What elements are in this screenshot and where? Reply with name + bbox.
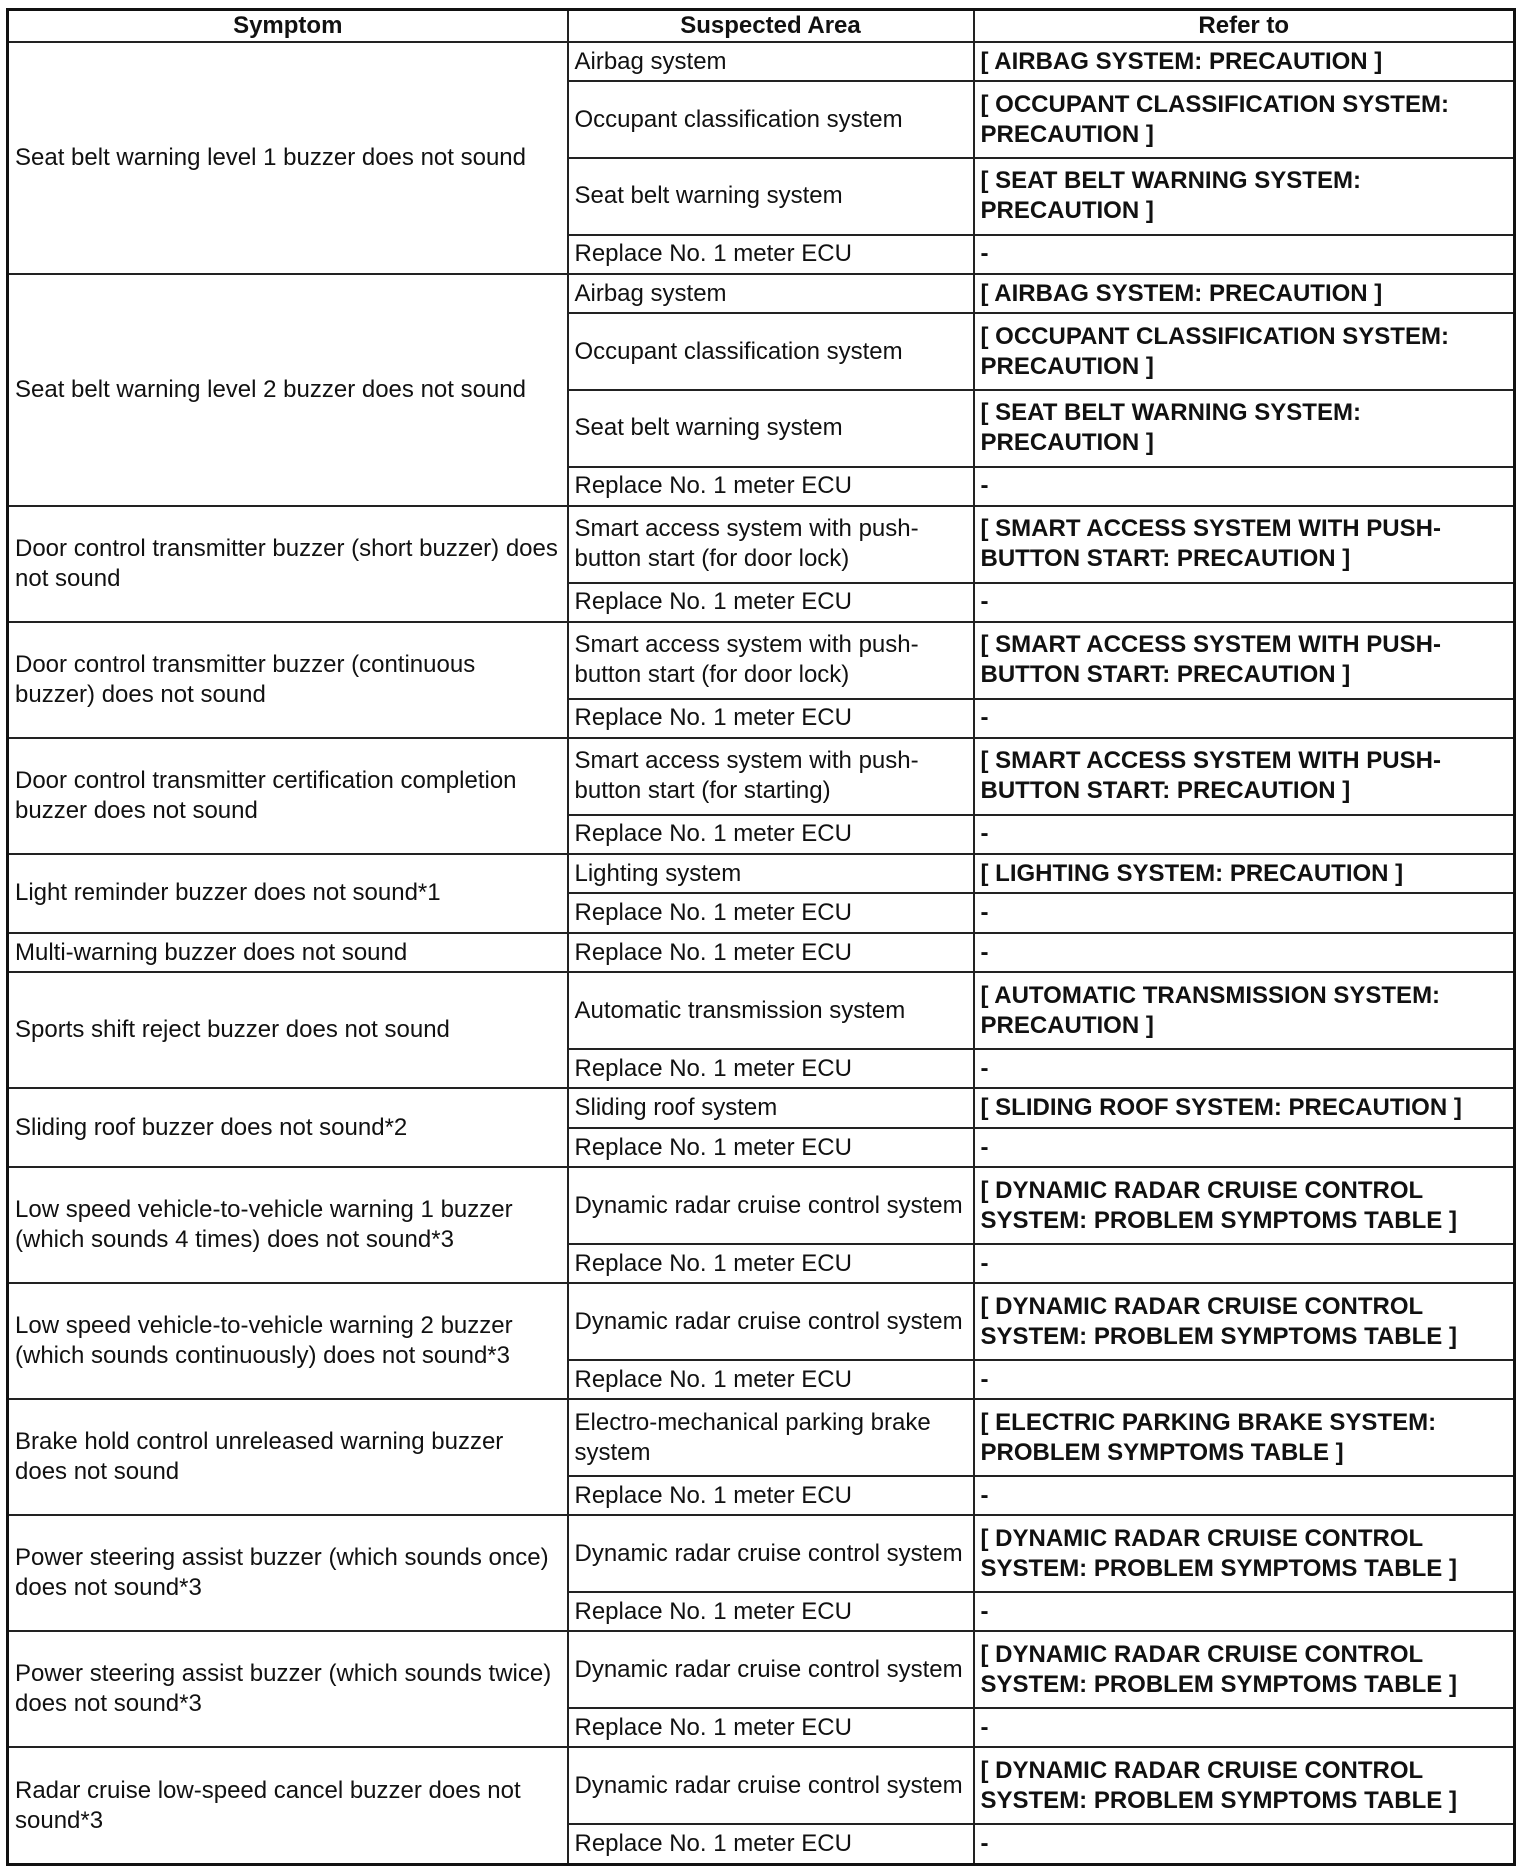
table-row	[8, 972, 1515, 1049]
refer-to-cell: [ DYNAMIC RADAR CRUISE CONTROL SYSTEM: PROBLEM SYMPTOMS TABLE ]	[974, 1283, 1515, 1360]
refer-to-cell: [ OCCUPANT CLASSIFICATION SYSTEM: PRECAUTION ]	[974, 313, 1515, 390]
refer-to-cell: [ DYNAMIC RADAR CRUISE CONTROL SYSTEM: PROBLEM SYMPTOMS TABLE ]	[974, 1167, 1515, 1244]
problem-symptoms-table	[6, 8, 1516, 1866]
suspected-area-cell: Replace No. 1 meter ECU	[568, 893, 974, 932]
refer-to-cell: -	[974, 699, 1515, 738]
refer-to-cell: [ AIRBAG SYSTEM: PRECAUTION ]	[974, 42, 1515, 81]
table-row	[8, 1167, 1515, 1244]
symptom-cell: Sliding roof buzzer does not sound*2	[8, 1088, 568, 1167]
refer-to-cell: -	[974, 1049, 1515, 1088]
suspected-area-cell: Replace No. 1 meter ECU	[568, 933, 974, 972]
symptom-cell: Low speed vehicle-to-vehicle warning 2 buzzer (which sounds continuously) does not sound*3	[8, 1283, 568, 1399]
refer-to-cell: -	[974, 1128, 1515, 1167]
refer-to-cell: -	[974, 1360, 1515, 1399]
suspected-area-cell: Replace No. 1 meter ECU	[568, 1592, 974, 1631]
refer-to-cell: -	[974, 1824, 1515, 1865]
suspected-area-cell: Replace No. 1 meter ECU	[568, 467, 974, 506]
refer-to-cell: [ OCCUPANT CLASSIFICATION SYSTEM: PRECAUTION ]	[974, 81, 1515, 158]
suspected-area-cell: Replace No. 1 meter ECU	[568, 1049, 974, 1088]
suspected-area-cell: Airbag system	[568, 42, 974, 81]
refer-to-cell: [ AIRBAG SYSTEM: PRECAUTION ]	[974, 274, 1515, 313]
refer-to-cell: -	[974, 235, 1515, 274]
suspected-area-cell: Replace No. 1 meter ECU	[568, 235, 974, 274]
table-row	[8, 42, 1515, 81]
suspected-area-cell: Occupant classification system	[568, 81, 974, 158]
refer-to-cell: [ ELECTRIC PARKING BRAKE SYSTEM: PROBLEM SYMPTOMS TABLE ]	[974, 1399, 1515, 1476]
refer-to-cell: [ DYNAMIC RADAR CRUISE CONTROL SYSTEM: PROBLEM SYMPTOMS TABLE ]	[974, 1515, 1515, 1592]
suspected-area-cell: Replace No. 1 meter ECU	[568, 1476, 974, 1515]
suspected-area-cell: Replace No. 1 meter ECU	[568, 1360, 974, 1399]
symptom-cell: Sports shift reject buzzer does not sound	[8, 972, 568, 1088]
symptom-cell: Low speed vehicle-to-vehicle warning 1 buzzer (which sounds 4 times) does not sound*3	[8, 1167, 568, 1283]
table-row	[8, 1515, 1515, 1592]
suspected-area-cell: Dynamic radar cruise control system	[568, 1283, 974, 1360]
refer-to-cell: -	[974, 933, 1515, 972]
suspected-area-cell: Smart access system with push-button start (for starting)	[568, 738, 974, 815]
suspected-area-cell: Replace No. 1 meter ECU	[568, 1824, 974, 1865]
refer-to-cell: -	[974, 1708, 1515, 1747]
table-row	[8, 1283, 1515, 1360]
header-symptom: Symptom	[8, 10, 568, 43]
symptom-cell: Seat belt warning level 1 buzzer does not sound	[8, 42, 568, 274]
suspected-area-cell: Dynamic radar cruise control system	[568, 1631, 974, 1708]
refer-to-cell: -	[974, 1592, 1515, 1631]
suspected-area-cell: Sliding roof system	[568, 1088, 974, 1127]
symptom-cell: Seat belt warning level 2 buzzer does not sound	[8, 274, 568, 506]
suspected-area-cell: Dynamic radar cruise control system	[568, 1167, 974, 1244]
table-row	[8, 1631, 1515, 1708]
suspected-area-cell: Replace No. 1 meter ECU	[568, 1708, 974, 1747]
table-body	[8, 42, 1515, 1865]
suspected-area-cell: Replace No. 1 meter ECU	[568, 1244, 974, 1283]
refer-to-cell: -	[974, 467, 1515, 506]
refer-to-cell: [ AUTOMATIC TRANSMISSION SYSTEM: PRECAUTION ]	[974, 972, 1515, 1049]
suspected-area-cell: Automatic transmission system	[568, 972, 974, 1049]
table-row	[8, 1747, 1515, 1824]
refer-to-cell: [ SLIDING ROOF SYSTEM: PRECAUTION ]	[974, 1088, 1515, 1127]
suspected-area-cell: Electro-mechanical parking brake system	[568, 1399, 974, 1476]
refer-to-cell: [ DYNAMIC RADAR CRUISE CONTROL SYSTEM: PROBLEM SYMPTOMS TABLE ]	[974, 1631, 1515, 1708]
symptom-cell: Light reminder buzzer does not sound*1	[8, 854, 568, 933]
symptom-cell: Door control transmitter buzzer (short buzzer) does not sound	[8, 506, 568, 622]
symptom-cell: Power steering assist buzzer (which sounds twice) does not sound*3	[8, 1631, 568, 1747]
suspected-area-cell: Smart access system with push-button start (for door lock)	[568, 506, 974, 583]
suspected-area-cell: Dynamic radar cruise control system	[568, 1747, 974, 1824]
refer-to-cell: -	[974, 583, 1515, 622]
suspected-area-cell: Replace No. 1 meter ECU	[568, 583, 974, 622]
refer-to-cell: [ SMART ACCESS SYSTEM WITH PUSH-BUTTON START: PRECAUTION ]	[974, 738, 1515, 815]
refer-to-cell: [ SEAT BELT WARNING SYSTEM: PRECAUTION ]	[974, 158, 1515, 235]
suspected-area-cell: Airbag system	[568, 274, 974, 313]
header-refer-to: Refer to	[974, 10, 1515, 43]
symptom-cell: Radar cruise low-speed cancel buzzer does not sound*3	[8, 1747, 568, 1864]
suspected-area-cell: Replace No. 1 meter ECU	[568, 699, 974, 738]
refer-to-cell: [ SEAT BELT WARNING SYSTEM: PRECAUTION ]	[974, 390, 1515, 467]
refer-to-cell: [ SMART ACCESS SYSTEM WITH PUSH-BUTTON START: PRECAUTION ]	[974, 622, 1515, 699]
header-row	[8, 10, 1515, 43]
symptom-cell: Power steering assist buzzer (which sounds once) does not sound*3	[8, 1515, 568, 1631]
table-row	[8, 933, 1515, 972]
table-row	[8, 1399, 1515, 1476]
table-row	[8, 622, 1515, 699]
refer-to-cell: [ SMART ACCESS SYSTEM WITH PUSH-BUTTON START: PRECAUTION ]	[974, 506, 1515, 583]
suspected-area-cell: Lighting system	[568, 854, 974, 893]
table-row	[8, 854, 1515, 893]
refer-to-cell: -	[974, 893, 1515, 932]
table-row	[8, 274, 1515, 313]
header-suspected-area: Suspected Area	[568, 10, 974, 43]
suspected-area-cell: Smart access system with push-button start (for door lock)	[568, 622, 974, 699]
suspected-area-cell: Replace No. 1 meter ECU	[568, 1128, 974, 1167]
symptom-cell: Brake hold control unreleased warning buzzer does not sound	[8, 1399, 568, 1515]
refer-to-cell: -	[974, 815, 1515, 854]
symptom-cell: Multi-warning buzzer does not sound	[8, 933, 568, 972]
suspected-area-cell: Replace No. 1 meter ECU	[568, 815, 974, 854]
table-row	[8, 738, 1515, 815]
suspected-area-cell: Dynamic radar cruise control system	[568, 1515, 974, 1592]
suspected-area-cell: Seat belt warning system	[568, 390, 974, 467]
symptom-cell: Door control transmitter buzzer (continuous buzzer) does not sound	[8, 622, 568, 738]
suspected-area-cell: Occupant classification system	[568, 313, 974, 390]
table-row	[8, 506, 1515, 583]
table-row	[8, 1088, 1515, 1127]
refer-to-cell: [ LIGHTING SYSTEM: PRECAUTION ]	[974, 854, 1515, 893]
refer-to-cell: -	[974, 1476, 1515, 1515]
symptom-cell: Door control transmitter certification completion buzzer does not sound	[8, 738, 568, 854]
suspected-area-cell: Seat belt warning system	[568, 158, 974, 235]
refer-to-cell: [ DYNAMIC RADAR CRUISE CONTROL SYSTEM: PROBLEM SYMPTOMS TABLE ]	[974, 1747, 1515, 1824]
refer-to-cell: -	[974, 1244, 1515, 1283]
